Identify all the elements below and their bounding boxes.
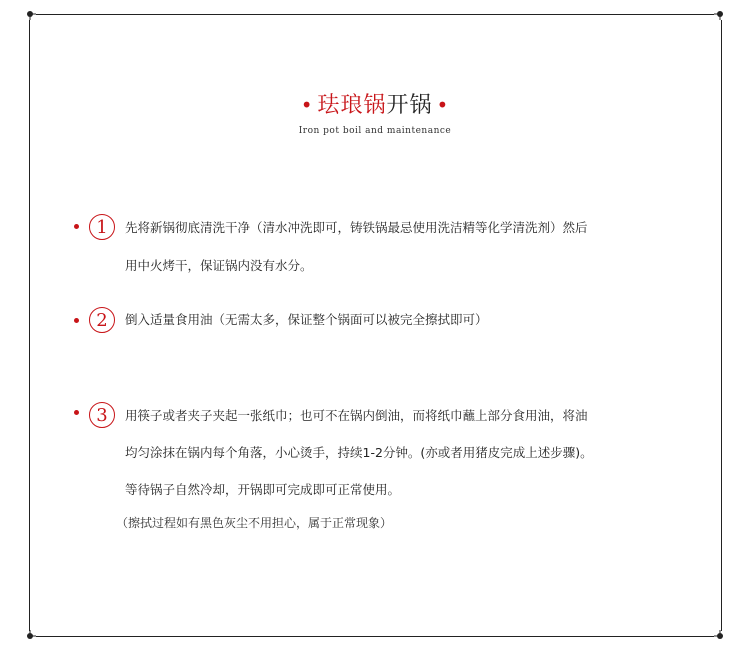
step-3 [72,402,712,502]
title-dark-text: 开锅 [386,93,433,118]
frame-top-line [36,14,714,15]
note-text: （擦拭过程如有黑色灰尘不用担心，属于正常现象） [116,516,393,530]
corner-ornament-bottom-left [22,628,38,644]
step-number-badge: 3 [89,402,115,428]
step-text-line: 用筷子或者夹子夹起一张纸巾；也可不在锅内倒油，而将纸巾蘸上部分食用油，将油 [125,408,588,423]
frame-bottom-line [36,636,714,637]
page-subtitle: Iron pot boil and maintenance [298,126,452,136]
step-text-line: 用中火烤干，保证锅内没有水分。 [125,258,313,273]
corner-ornament-top-left [22,6,38,22]
step-text-line: 均匀涂抹在锅内每个角落，小心烫手，持续1-2分钟。(亦或者用猪皮完成上述步骤)。 [125,445,593,460]
step-number-badge: 1 [89,214,115,240]
step-bullet-dot [74,410,79,415]
step-bullet-dot [74,318,79,323]
step-2 [72,306,712,338]
step-bullet-dot [74,224,79,229]
step-text-line: 先将新锅彻底清洗干净（清水冲洗即可，铸铁锅最忌使用洗洁精等化学清洗剂）然后 [125,220,588,235]
corner-ornament-top-right [712,6,728,22]
step-1 [72,212,712,282]
step-text-line: 等待锅子自然冷却，开锅即可完成即可正常使用。 [125,482,401,497]
corner-ornament-bottom-right [712,628,728,644]
title-red-text: 珐琅锅 [317,93,387,118]
page-title [0,91,750,120]
title-dot-right: • [436,93,450,117]
step-text-line: 倒入适量食用油（无需太多，保证整个锅面可以被完全擦拭即可） [125,312,488,327]
step-number-badge: 2 [89,307,115,333]
title-dot-left: • [300,93,314,117]
